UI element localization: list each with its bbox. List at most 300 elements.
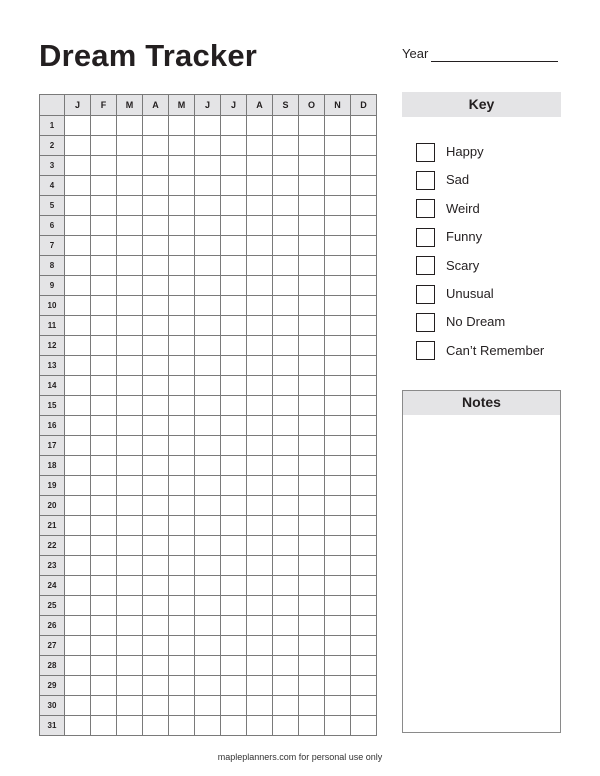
tracker-cell[interactable] — [91, 156, 117, 176]
tracker-cell[interactable] — [169, 136, 195, 156]
tracker-cell[interactable] — [91, 316, 117, 336]
tracker-cell[interactable] — [169, 536, 195, 556]
tracker-cell[interactable] — [195, 316, 221, 336]
tracker-cell[interactable] — [273, 536, 299, 556]
tracker-cell[interactable] — [247, 696, 273, 716]
tracker-cell[interactable] — [117, 356, 143, 376]
tracker-cell[interactable] — [117, 116, 143, 136]
tracker-cell[interactable] — [221, 376, 247, 396]
tracker-cell[interactable] — [273, 656, 299, 676]
tracker-cell[interactable] — [91, 436, 117, 456]
tracker-cell[interactable] — [65, 316, 91, 336]
tracker-cell[interactable] — [273, 256, 299, 276]
tracker-cell[interactable] — [169, 376, 195, 396]
tracker-cell[interactable] — [143, 216, 169, 236]
tracker-cell[interactable] — [273, 696, 299, 716]
tracker-cell[interactable] — [299, 436, 325, 456]
tracker-cell[interactable] — [247, 716, 273, 736]
tracker-cell[interactable] — [247, 556, 273, 576]
tracker-cell[interactable] — [351, 276, 377, 296]
tracker-cell[interactable] — [65, 616, 91, 636]
tracker-cell[interactable] — [117, 716, 143, 736]
tracker-cell[interactable] — [351, 236, 377, 256]
tracker-cell[interactable] — [195, 156, 221, 176]
tracker-cell[interactable] — [91, 216, 117, 236]
tracker-cell[interactable] — [351, 456, 377, 476]
tracker-cell[interactable] — [195, 116, 221, 136]
tracker-cell[interactable] — [117, 256, 143, 276]
key-checkbox[interactable] — [416, 341, 435, 360]
tracker-cell[interactable] — [117, 236, 143, 256]
tracker-cell[interactable] — [91, 296, 117, 316]
tracker-cell[interactable] — [221, 476, 247, 496]
tracker-cell[interactable] — [169, 336, 195, 356]
tracker-cell[interactable] — [169, 296, 195, 316]
tracker-cell[interactable] — [273, 216, 299, 236]
tracker-cell[interactable] — [195, 576, 221, 596]
tracker-cell[interactable] — [273, 116, 299, 136]
tracker-cell[interactable] — [325, 156, 351, 176]
tracker-cell[interactable] — [143, 116, 169, 136]
tracker-cell[interactable] — [91, 456, 117, 476]
tracker-cell[interactable] — [169, 616, 195, 636]
tracker-cell[interactable] — [143, 476, 169, 496]
tracker-cell[interactable] — [169, 496, 195, 516]
tracker-cell[interactable] — [65, 556, 91, 576]
tracker-cell[interactable] — [325, 696, 351, 716]
tracker-cell[interactable] — [143, 336, 169, 356]
tracker-cell[interactable] — [247, 676, 273, 696]
tracker-cell[interactable] — [117, 576, 143, 596]
tracker-cell[interactable] — [143, 716, 169, 736]
tracker-cell[interactable] — [169, 356, 195, 376]
tracker-cell[interactable] — [351, 336, 377, 356]
tracker-cell[interactable] — [351, 136, 377, 156]
tracker-cell[interactable] — [117, 376, 143, 396]
tracker-cell[interactable] — [221, 616, 247, 636]
tracker-cell[interactable] — [221, 676, 247, 696]
tracker-cell[interactable] — [117, 476, 143, 496]
tracker-cell[interactable] — [273, 236, 299, 256]
tracker-cell[interactable] — [299, 456, 325, 476]
tracker-cell[interactable] — [195, 536, 221, 556]
tracker-cell[interactable] — [143, 256, 169, 276]
tracker-cell[interactable] — [299, 616, 325, 636]
tracker-cell[interactable] — [195, 396, 221, 416]
tracker-cell[interactable] — [91, 636, 117, 656]
tracker-cell[interactable] — [169, 276, 195, 296]
tracker-cell[interactable] — [143, 536, 169, 556]
tracker-cell[interactable] — [325, 316, 351, 336]
tracker-cell[interactable] — [221, 656, 247, 676]
tracker-cell[interactable] — [325, 116, 351, 136]
tracker-cell[interactable] — [299, 296, 325, 316]
tracker-cell[interactable] — [117, 496, 143, 516]
tracker-cell[interactable] — [325, 636, 351, 656]
tracker-cell[interactable] — [195, 596, 221, 616]
tracker-cell[interactable] — [143, 416, 169, 436]
tracker-cell[interactable] — [325, 356, 351, 376]
tracker-cell[interactable] — [351, 416, 377, 436]
tracker-cell[interactable] — [169, 256, 195, 276]
tracker-cell[interactable] — [65, 156, 91, 176]
tracker-cell[interactable] — [247, 576, 273, 596]
tracker-cell[interactable] — [273, 176, 299, 196]
tracker-cell[interactable] — [169, 636, 195, 656]
tracker-cell[interactable] — [195, 476, 221, 496]
tracker-cell[interactable] — [273, 396, 299, 416]
tracker-cell[interactable] — [169, 476, 195, 496]
tracker-cell[interactable] — [299, 556, 325, 576]
tracker-cell[interactable] — [325, 216, 351, 236]
tracker-cell[interactable] — [247, 216, 273, 236]
tracker-cell[interactable] — [169, 416, 195, 436]
tracker-cell[interactable] — [221, 216, 247, 236]
tracker-cell[interactable] — [143, 596, 169, 616]
tracker-cell[interactable] — [273, 496, 299, 516]
tracker-cell[interactable] — [273, 716, 299, 736]
tracker-cell[interactable] — [117, 196, 143, 216]
tracker-cell[interactable] — [65, 396, 91, 416]
tracker-cell[interactable] — [169, 676, 195, 696]
tracker-cell[interactable] — [65, 116, 91, 136]
tracker-cell[interactable] — [247, 316, 273, 336]
tracker-cell[interactable] — [117, 676, 143, 696]
tracker-cell[interactable] — [299, 676, 325, 696]
tracker-cell[interactable] — [247, 496, 273, 516]
tracker-cell[interactable] — [221, 156, 247, 176]
tracker-cell[interactable] — [325, 516, 351, 536]
tracker-cell[interactable] — [247, 636, 273, 656]
tracker-cell[interactable] — [169, 176, 195, 196]
tracker-cell[interactable] — [117, 176, 143, 196]
tracker-cell[interactable] — [143, 156, 169, 176]
tracker-cell[interactable] — [169, 516, 195, 536]
tracker-cell[interactable] — [65, 676, 91, 696]
tracker-cell[interactable] — [91, 516, 117, 536]
tracker-cell[interactable] — [325, 456, 351, 476]
tracker-cell[interactable] — [195, 656, 221, 676]
tracker-cell[interactable] — [299, 316, 325, 336]
key-checkbox[interactable] — [416, 143, 435, 162]
tracker-cell[interactable] — [221, 276, 247, 296]
tracker-cell[interactable] — [195, 236, 221, 256]
tracker-cell[interactable] — [65, 576, 91, 596]
tracker-cell[interactable] — [169, 196, 195, 216]
tracker-cell[interactable] — [299, 596, 325, 616]
tracker-cell[interactable] — [91, 576, 117, 596]
tracker-cell[interactable] — [247, 256, 273, 276]
tracker-cell[interactable] — [351, 576, 377, 596]
tracker-cell[interactable] — [195, 256, 221, 276]
tracker-cell[interactable] — [143, 636, 169, 656]
tracker-cell[interactable] — [247, 156, 273, 176]
tracker-cell[interactable] — [325, 396, 351, 416]
tracker-cell[interactable] — [117, 656, 143, 676]
tracker-cell[interactable] — [91, 256, 117, 276]
tracker-cell[interactable] — [299, 176, 325, 196]
tracker-cell[interactable] — [65, 516, 91, 536]
tracker-cell[interactable] — [247, 536, 273, 556]
tracker-cell[interactable] — [117, 416, 143, 436]
tracker-cell[interactable] — [91, 396, 117, 416]
tracker-cell[interactable] — [117, 456, 143, 476]
tracker-cell[interactable] — [221, 436, 247, 456]
tracker-cell[interactable] — [273, 276, 299, 296]
tracker-cell[interactable] — [143, 236, 169, 256]
key-checkbox[interactable] — [416, 313, 435, 332]
tracker-cell[interactable] — [247, 436, 273, 456]
tracker-cell[interactable] — [273, 576, 299, 596]
tracker-cell[interactable] — [143, 516, 169, 536]
tracker-cell[interactable] — [221, 416, 247, 436]
tracker-cell[interactable] — [169, 216, 195, 236]
tracker-cell[interactable] — [221, 536, 247, 556]
tracker-cell[interactable] — [273, 136, 299, 156]
tracker-cell[interactable] — [195, 416, 221, 436]
tracker-cell[interactable] — [221, 296, 247, 316]
tracker-cell[interactable] — [195, 516, 221, 536]
tracker-cell[interactable] — [91, 616, 117, 636]
tracker-cell[interactable] — [65, 436, 91, 456]
tracker-cell[interactable] — [221, 356, 247, 376]
tracker-cell[interactable] — [299, 116, 325, 136]
tracker-cell[interactable] — [299, 576, 325, 596]
tracker-cell[interactable] — [221, 636, 247, 656]
tracker-cell[interactable] — [221, 336, 247, 356]
tracker-cell[interactable] — [65, 456, 91, 476]
tracker-cell[interactable] — [351, 256, 377, 276]
tracker-cell[interactable] — [299, 656, 325, 676]
tracker-cell[interactable] — [117, 316, 143, 336]
tracker-cell[interactable] — [65, 256, 91, 276]
tracker-cell[interactable] — [273, 316, 299, 336]
tracker-cell[interactable] — [299, 356, 325, 376]
tracker-cell[interactable] — [117, 596, 143, 616]
tracker-cell[interactable] — [143, 136, 169, 156]
tracker-cell[interactable] — [195, 676, 221, 696]
tracker-cell[interactable] — [169, 396, 195, 416]
tracker-cell[interactable] — [65, 336, 91, 356]
tracker-cell[interactable] — [351, 116, 377, 136]
tracker-cell[interactable] — [325, 596, 351, 616]
tracker-cell[interactable] — [91, 696, 117, 716]
tracker-cell[interactable] — [247, 116, 273, 136]
tracker-cell[interactable] — [299, 716, 325, 736]
tracker-cell[interactable] — [65, 416, 91, 436]
tracker-cell[interactable] — [143, 396, 169, 416]
tracker-cell[interactable] — [65, 696, 91, 716]
tracker-cell[interactable] — [195, 336, 221, 356]
key-checkbox[interactable] — [416, 228, 435, 247]
tracker-cell[interactable] — [169, 456, 195, 476]
tracker-cell[interactable] — [247, 376, 273, 396]
tracker-cell[interactable] — [221, 456, 247, 476]
tracker-cell[interactable] — [91, 116, 117, 136]
tracker-cell[interactable] — [325, 296, 351, 316]
tracker-cell[interactable] — [325, 376, 351, 396]
tracker-cell[interactable] — [195, 696, 221, 716]
tracker-cell[interactable] — [143, 356, 169, 376]
tracker-cell[interactable] — [195, 136, 221, 156]
tracker-cell[interactable] — [299, 496, 325, 516]
tracker-cell[interactable] — [65, 296, 91, 316]
tracker-cell[interactable] — [273, 476, 299, 496]
tracker-cell[interactable] — [143, 556, 169, 576]
tracker-cell[interactable] — [221, 396, 247, 416]
tracker-cell[interactable] — [169, 716, 195, 736]
tracker-cell[interactable] — [91, 716, 117, 736]
tracker-cell[interactable] — [351, 396, 377, 416]
tracker-cell[interactable] — [117, 216, 143, 236]
tracker-cell[interactable] — [195, 176, 221, 196]
tracker-cell[interactable] — [325, 136, 351, 156]
tracker-cell[interactable] — [65, 276, 91, 296]
tracker-cell[interactable] — [195, 356, 221, 376]
tracker-cell[interactable] — [351, 156, 377, 176]
tracker-cell[interactable] — [65, 216, 91, 236]
tracker-cell[interactable] — [247, 616, 273, 636]
tracker-cell[interactable] — [91, 276, 117, 296]
tracker-cell[interactable] — [325, 256, 351, 276]
tracker-cell[interactable] — [325, 336, 351, 356]
tracker-cell[interactable] — [195, 616, 221, 636]
tracker-cell[interactable] — [143, 176, 169, 196]
tracker-cell[interactable] — [299, 136, 325, 156]
notes-box[interactable] — [402, 390, 561, 733]
tracker-cell[interactable] — [91, 356, 117, 376]
tracker-cell[interactable] — [325, 436, 351, 456]
tracker-cell[interactable] — [351, 556, 377, 576]
tracker-cell[interactable] — [325, 476, 351, 496]
tracker-cell[interactable] — [65, 356, 91, 376]
tracker-cell[interactable] — [221, 596, 247, 616]
tracker-cell[interactable] — [221, 696, 247, 716]
tracker-cell[interactable] — [273, 296, 299, 316]
tracker-cell[interactable] — [195, 436, 221, 456]
tracker-cell[interactable] — [351, 316, 377, 336]
tracker-cell[interactable] — [273, 376, 299, 396]
tracker-cell[interactable] — [169, 696, 195, 716]
tracker-cell[interactable] — [273, 636, 299, 656]
tracker-cell[interactable] — [299, 396, 325, 416]
tracker-cell[interactable] — [91, 196, 117, 216]
tracker-cell[interactable] — [351, 296, 377, 316]
tracker-cell[interactable] — [117, 276, 143, 296]
tracker-cell[interactable] — [195, 456, 221, 476]
tracker-cell[interactable] — [143, 196, 169, 216]
tracker-cell[interactable] — [117, 556, 143, 576]
key-checkbox[interactable] — [416, 171, 435, 190]
tracker-cell[interactable] — [117, 516, 143, 536]
tracker-cell[interactable] — [351, 476, 377, 496]
tracker-cell[interactable] — [91, 416, 117, 436]
tracker-cell[interactable] — [273, 516, 299, 536]
tracker-cell[interactable] — [351, 596, 377, 616]
tracker-cell[interactable] — [117, 636, 143, 656]
tracker-cell[interactable] — [143, 456, 169, 476]
tracker-cell[interactable] — [143, 656, 169, 676]
tracker-cell[interactable] — [65, 496, 91, 516]
tracker-cell[interactable] — [91, 556, 117, 576]
tracker-cell[interactable] — [65, 596, 91, 616]
tracker-cell[interactable] — [143, 276, 169, 296]
tracker-cell[interactable] — [221, 196, 247, 216]
tracker-cell[interactable] — [117, 136, 143, 156]
year-input-line[interactable] — [431, 61, 558, 62]
tracker-cell[interactable] — [65, 196, 91, 216]
tracker-cell[interactable] — [299, 276, 325, 296]
tracker-cell[interactable] — [169, 436, 195, 456]
tracker-cell[interactable] — [299, 516, 325, 536]
tracker-cell[interactable] — [143, 676, 169, 696]
tracker-cell[interactable] — [273, 456, 299, 476]
tracker-cell[interactable] — [221, 236, 247, 256]
tracker-cell[interactable] — [351, 636, 377, 656]
tracker-cell[interactable] — [65, 176, 91, 196]
tracker-cell[interactable] — [221, 516, 247, 536]
tracker-cell[interactable] — [143, 316, 169, 336]
tracker-cell[interactable] — [169, 316, 195, 336]
tracker-cell[interactable] — [143, 696, 169, 716]
tracker-cell[interactable] — [247, 456, 273, 476]
tracker-cell[interactable] — [247, 176, 273, 196]
tracker-cell[interactable] — [325, 616, 351, 636]
tracker-cell[interactable] — [351, 176, 377, 196]
tracker-cell[interactable] — [117, 296, 143, 316]
tracker-cell[interactable] — [65, 236, 91, 256]
tracker-cell[interactable] — [247, 196, 273, 216]
tracker-cell[interactable] — [273, 616, 299, 636]
tracker-cell[interactable] — [325, 576, 351, 596]
tracker-cell[interactable] — [195, 556, 221, 576]
tracker-cell[interactable] — [117, 396, 143, 416]
tracker-cell[interactable] — [91, 336, 117, 356]
tracker-cell[interactable] — [117, 696, 143, 716]
tracker-cell[interactable] — [247, 396, 273, 416]
tracker-cell[interactable] — [247, 656, 273, 676]
tracker-cell[interactable] — [247, 136, 273, 156]
tracker-cell[interactable] — [65, 716, 91, 736]
tracker-cell[interactable] — [169, 156, 195, 176]
tracker-cell[interactable] — [325, 236, 351, 256]
tracker-cell[interactable] — [247, 276, 273, 296]
tracker-cell[interactable] — [65, 536, 91, 556]
tracker-cell[interactable] — [299, 336, 325, 356]
tracker-cell[interactable] — [221, 316, 247, 336]
tracker-cell[interactable] — [299, 636, 325, 656]
tracker-cell[interactable] — [247, 356, 273, 376]
tracker-cell[interactable] — [195, 636, 221, 656]
tracker-cell[interactable] — [299, 256, 325, 276]
tracker-cell[interactable] — [91, 596, 117, 616]
tracker-cell[interactable] — [91, 376, 117, 396]
tracker-cell[interactable] — [195, 216, 221, 236]
tracker-cell[interactable] — [351, 496, 377, 516]
tracker-cell[interactable] — [221, 556, 247, 576]
tracker-cell[interactable] — [351, 536, 377, 556]
tracker-cell[interactable] — [221, 176, 247, 196]
tracker-cell[interactable] — [169, 116, 195, 136]
key-checkbox[interactable] — [416, 199, 435, 218]
tracker-cell[interactable] — [91, 236, 117, 256]
tracker-cell[interactable] — [299, 196, 325, 216]
tracker-cell[interactable] — [65, 136, 91, 156]
tracker-cell[interactable] — [195, 296, 221, 316]
tracker-cell[interactable] — [247, 476, 273, 496]
tracker-cell[interactable] — [299, 476, 325, 496]
tracker-cell[interactable] — [351, 616, 377, 636]
